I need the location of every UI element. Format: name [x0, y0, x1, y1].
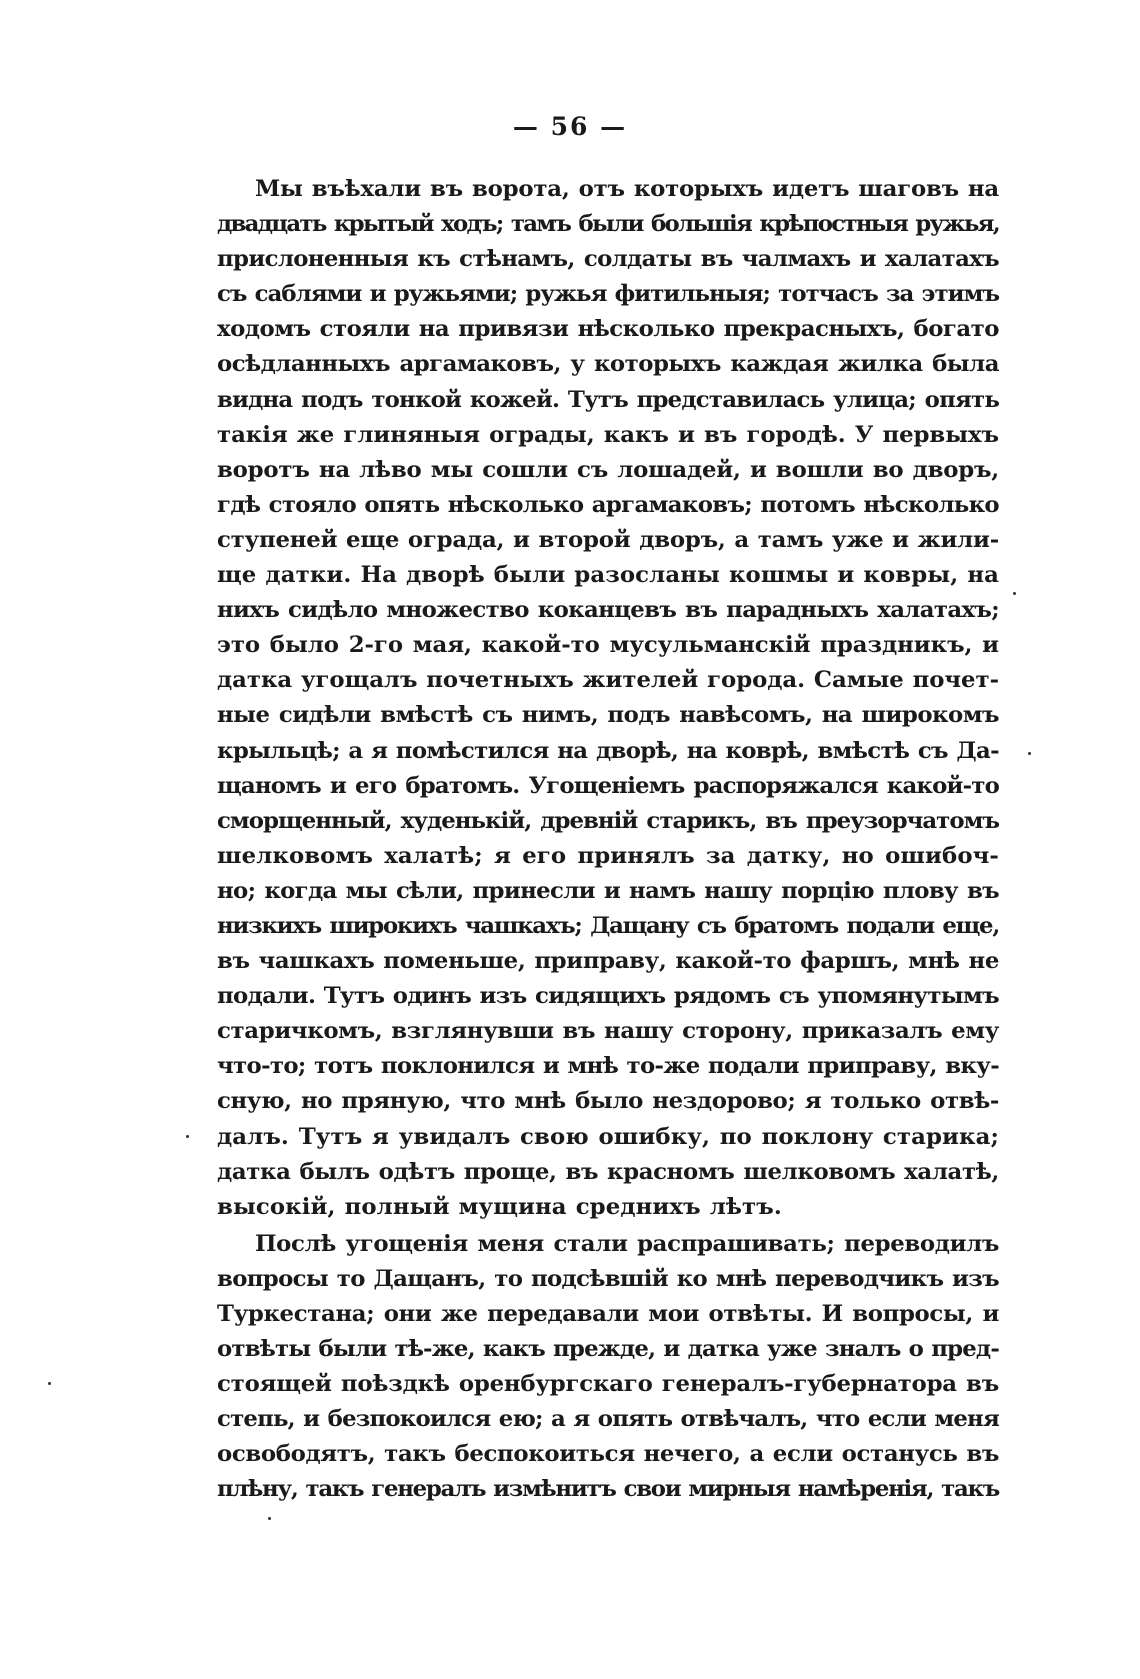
- text-line: ступеней еще ограда, и второй дворъ, а тамъ уже и жили-: [217, 526, 999, 553]
- text-line: осѣдланныхъ аргамаковъ, у которыхъ каждая жилка была: [217, 351, 999, 378]
- text-line: гдѣ стояло опять нѣсколько аргамаковъ; потомъ нѣсколько: [217, 491, 999, 518]
- text-line: сную, но пряную, что мнѣ было нездорово; я только отвѣ-: [217, 1088, 999, 1115]
- text-line: далъ. Тутъ я увидалъ свою ошибку, по поклону старика;: [217, 1123, 999, 1150]
- text-line: старичкомъ, взглянувши въ нашу сторону, приказалъ ему: [217, 1018, 999, 1045]
- text-line: прислоненныя къ стѣнамъ, солдаты въ чалмахъ и халатахъ: [217, 246, 999, 273]
- text-line: вопросы то Дащанъ, то подсѣвшій ко мнѣ переводчикъ изъ: [217, 1265, 999, 1292]
- text-line: ные сидѣли вмѣстѣ съ нимъ, подъ навѣсомъ, на широкомъ: [217, 702, 999, 729]
- text-line: сморщенный, худенькій, древній старикъ, въ преузорчатомъ: [217, 807, 999, 834]
- text-line: высокій, полный мущина среднихъ лѣтъ.: [217, 1193, 782, 1220]
- text-line: ще датки. На дворѣ были разосланы кошмы и ковры, на: [217, 562, 999, 589]
- text-line: Туркестана; они же передавали мои отвѣты. И вопросы, и: [217, 1301, 999, 1327]
- paper-speck: [1028, 752, 1031, 755]
- text-line: датка былъ одѣтъ проще, въ красномъ шелковомъ халатѣ,: [217, 1158, 999, 1185]
- text-line: датка угощалъ почетныхъ жителей города. Самые почет-: [217, 667, 999, 694]
- text-line: ходомъ стояли на привязи нѣсколько прекрасныхъ, богато: [217, 316, 999, 343]
- page-number: — 56 —: [512, 112, 628, 141]
- text-line: такія же глиняныя ограды, какъ и въ городѣ. У первыхъ: [217, 421, 999, 448]
- text-line: крыльцѣ; а я помѣстился на дворѣ, на коврѣ, вмѣстѣ съ Да-: [217, 737, 999, 764]
- text-line: подали. Тутъ одинъ изъ сидящихъ рядомъ съ упомянутымъ: [217, 983, 999, 1010]
- text-line: низкихъ широкихъ чашкахъ; Дащану съ братомъ подали еще,: [217, 912, 999, 939]
- text-line: стоящей поѣздкѣ оренбургскаго генералъ-губернатора въ: [217, 1371, 999, 1398]
- text-line: щаномъ и его братомъ. Угощеніемъ распоряжался какой-то: [217, 772, 999, 799]
- text-line: отвѣты были тѣ-же, какъ прежде, и датка уже зналъ о пред-: [217, 1336, 999, 1363]
- text-line: шелковомъ халатѣ; я его принялъ за датку, но ошибоч-: [217, 842, 999, 869]
- text-line: съ саблями и ружьями; ружья фитильныя; тотчасъ за этимъ: [217, 281, 999, 308]
- paper-speck: [186, 1135, 189, 1138]
- text-line: это было 2-го мая, какой-то мусульманскій праздникъ, и: [217, 632, 999, 659]
- text-line: но; когда мы сѣли, принесли и намъ нашу порцію плову въ: [217, 877, 999, 904]
- text-line: Послѣ угощенія меня стали распрашивать; переводилъ: [255, 1230, 999, 1257]
- paper-speck: [268, 1517, 271, 1520]
- text-line: Мы въѣхали въ ворота, отъ которыхъ идетъ шаговъ на: [255, 176, 999, 202]
- text-line: нихъ сидѣло множество коканцевъ въ парадныхъ халатахъ;: [217, 597, 999, 624]
- text-line: степь, и безпокоился ею; а я опять отвѣчалъ, что если меня: [217, 1406, 999, 1433]
- text-line: въ чашкахъ поменьше, приправу, какой-то фаршъ, мнѣ не: [217, 948, 999, 975]
- text-line: воротъ на лѣво мы сошли съ лошадей, и вошли во дворъ,: [217, 456, 999, 483]
- text-line: видна подъ тонкой кожей. Тутъ представилась улица; опять: [217, 386, 999, 413]
- text-line: что-то; тотъ поклонился и мнѣ то-же подали приправу, вку-: [217, 1053, 999, 1080]
- text-line: освободятъ, такъ беспокоиться нечего, а если останусь въ: [217, 1441, 999, 1468]
- text-line: плѣну, такъ генералъ измѣнитъ свои мирныя намѣренія, такъ: [217, 1476, 999, 1503]
- text-line: двадцать крытый ходъ; тамъ были большія крѣпостныя ружья,: [217, 211, 999, 238]
- paper-speck: [1013, 592, 1016, 595]
- body-text: [217, 172, 999, 1508]
- paper-speck: [48, 1382, 51, 1385]
